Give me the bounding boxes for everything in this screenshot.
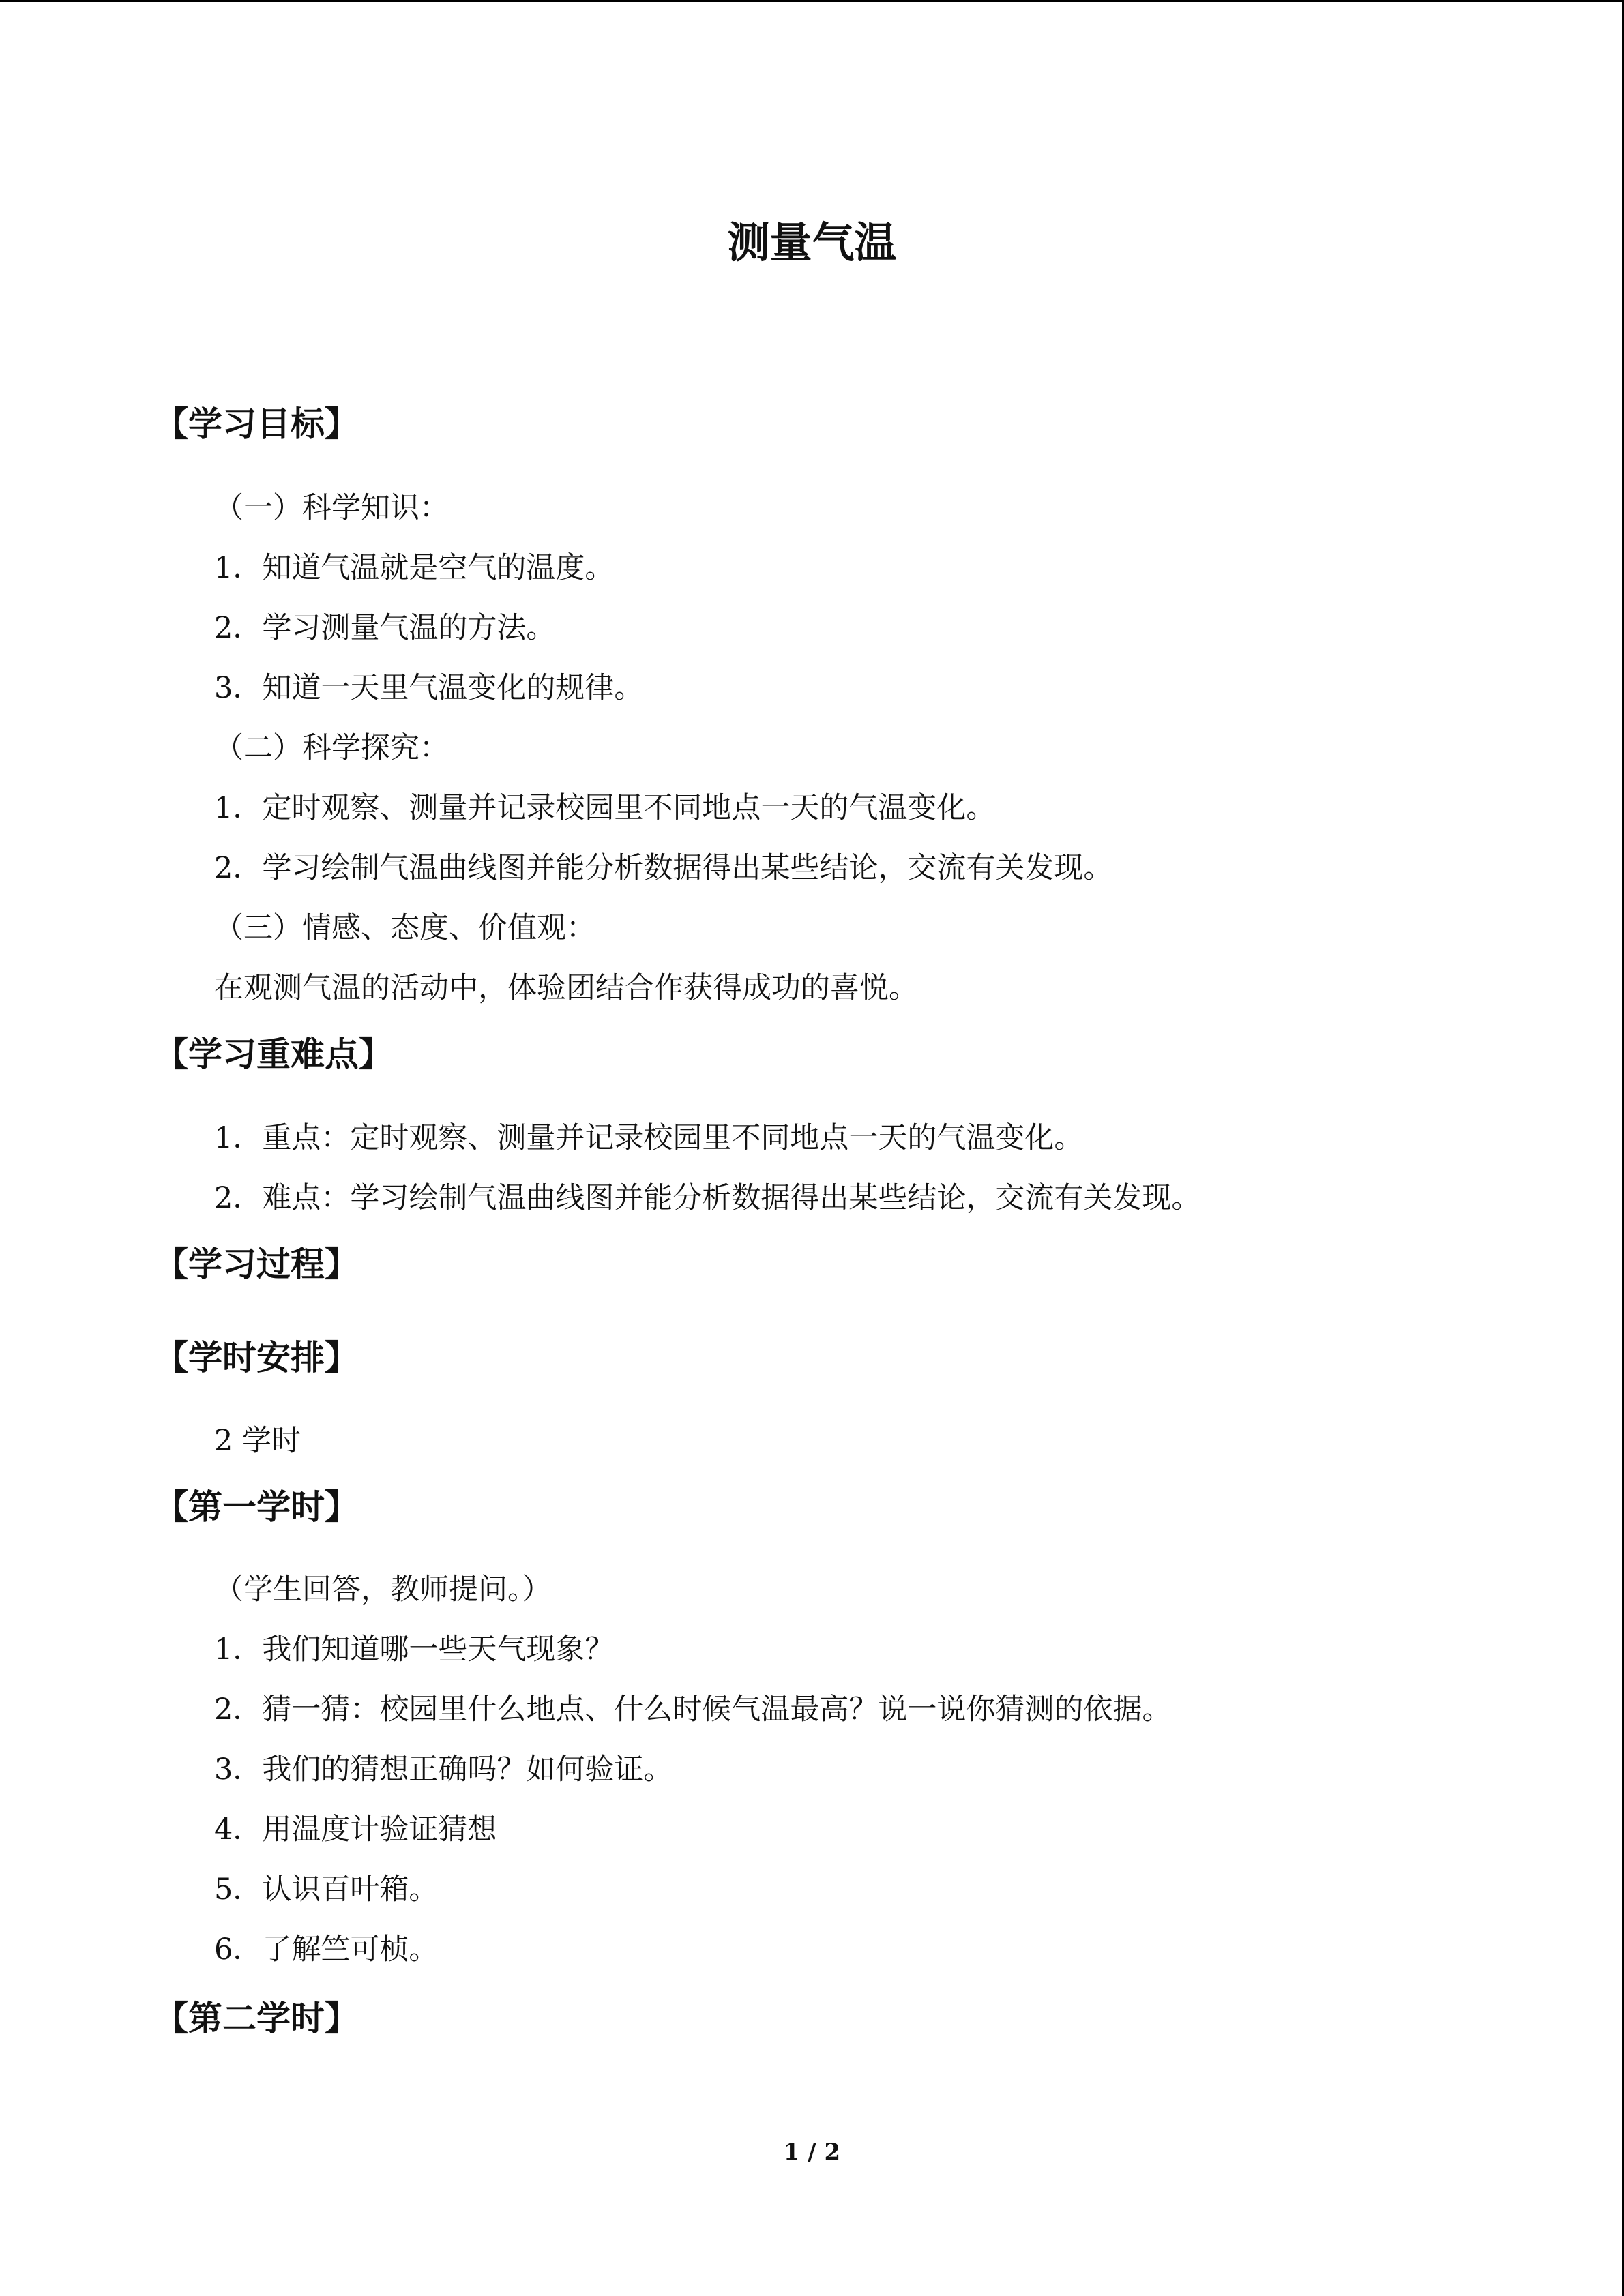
document-title: 测量气温 — [727, 218, 897, 267]
knowledge-item: 3．知道一天里气温变化的规律。 — [214, 671, 644, 705]
inquiry-label: （二）科学探究： — [214, 731, 449, 765]
lesson-1-item: 6．了解竺可桢。 — [214, 1933, 439, 1967]
schedule-text: 2 学时 — [214, 1424, 301, 1458]
lesson-1-item: 4．用温度计验证猜想 — [214, 1813, 497, 1847]
heading-key-points: 【学习重难点】 — [154, 1034, 393, 1074]
knowledge-label: （一）科学知识： — [214, 491, 449, 525]
lesson-1-note: （学生回答，教师提问。） — [214, 1572, 552, 1607]
heading-lesson-1: 【第一学时】 — [154, 1487, 359, 1527]
knowledge-item: 2．学习测量气温的方法。 — [214, 611, 556, 645]
key-point-item: 2．难点：学习绘制气温曲线图并能分析数据得出某些结论，交流有关发现。 — [214, 1181, 1201, 1215]
knowledge-item: 1．知道气温就是空气的温度。 — [214, 551, 615, 585]
emotion-label: （三）情感、态度、价值观： — [214, 911, 595, 945]
inquiry-item: 2．学习绘制气温曲线图并能分析数据得出某些结论，交流有关发现。 — [214, 851, 1113, 885]
inquiry-item: 1．定时观察、测量并记录校园里不同地点一天的气温变化。 — [214, 791, 996, 825]
heading-lesson-2: 【第二学时】 — [154, 1998, 359, 2038]
page-number: 1 / 2 — [783, 2138, 841, 2166]
lesson-1-item: 5．认识百叶箱。 — [214, 1873, 439, 1907]
lesson-1-item: 3．我们的猜想正确吗？如何验证。 — [214, 1753, 673, 1787]
heading-learning-goals: 【学习目标】 — [154, 404, 359, 444]
lesson-1-item: 1．我们知道哪一些天气现象？ — [214, 1632, 615, 1667]
emotion-text: 在观测气温的活动中，体验团结合作获得成功的喜悦。 — [214, 971, 918, 1005]
key-point-item: 1．重点：定时观察、测量并记录校园里不同地点一天的气温变化。 — [214, 1121, 1084, 1155]
heading-schedule: 【学时安排】 — [154, 1337, 359, 1377]
heading-learning-process: 【学习过程】 — [154, 1244, 359, 1284]
lesson-1-item: 2．猜一猜：校园里什么地点、什么时候气温最高？说一说你猜测的依据。 — [214, 1693, 1172, 1727]
